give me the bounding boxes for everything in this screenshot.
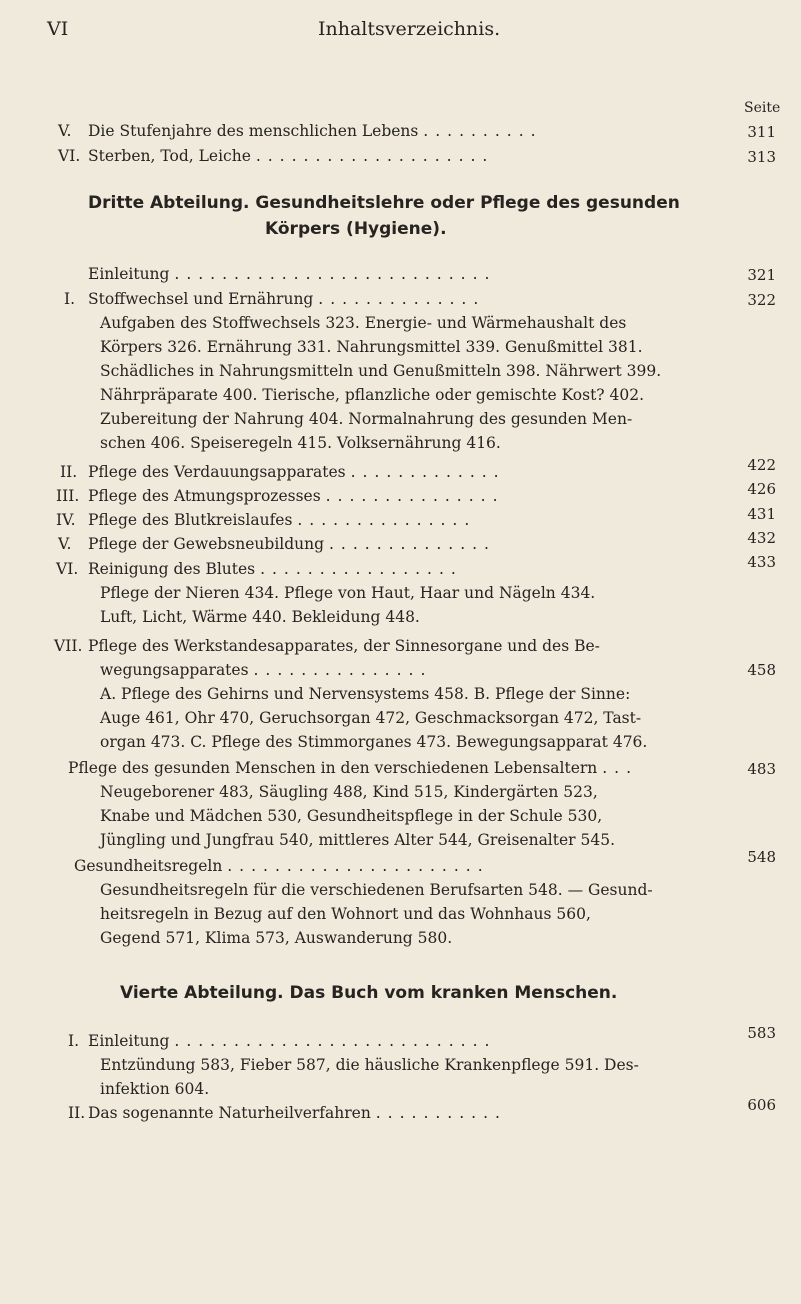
toc-entry-page: 548 [747,848,776,866]
toc-entry-page: 583 [747,1024,776,1042]
toc-entry-page: 321 [747,266,776,284]
toc-sub-line: organ 473. C. Pflege des Stimmorganes 473. Bewegungsapparat 476. [100,733,648,751]
toc-entry-num: IV. [56,511,76,529]
toc-entry-page: 322 [747,291,776,309]
toc-entry-text: Pflege des Werkstandesapparates, der Sinnesorgane und des Be- [88,637,600,655]
toc-entry-num: II. [68,1104,86,1122]
toc-entry-page: 313 [747,148,776,166]
toc-entry-text: Pflege der Gewebsneubildung .............. [88,535,496,553]
toc-sub-line: schen 406. Speiseregeln 415. Volksernährung 416. [100,434,501,452]
toc-entry-text: Stoffwechsel und Ernährung .............. [88,290,486,308]
toc-entry-text: Sterben, Tod, Leiche .................... [88,147,495,165]
toc-sub-line: Entzündung 583, Fieber 587, die häusliche Krankenpflege 591. Des- [100,1056,639,1074]
toc-sub-line: Körpers 326. Ernährung 331. Nahrungsmittel 339. Genußmittel 381. [100,338,643,356]
toc-entry-text: Pflege des Verdauungsapparates ............. [88,463,506,481]
toc-sub-line: Auge 461, Ohr 470, Geruchsorgan 472, Geschmacksorgan 472, Tast- [100,709,642,727]
toc-entry-page: 426 [747,480,776,498]
toc-sub-line: Gegend 571, Klima 573, Auswanderung 580. [100,929,453,947]
toc-sub-line: Aufgaben des Stoffwechsels 323. Energie- und Wärmehaushalt des [100,314,627,332]
toc-entry-text: Die Stufenjahre des menschlichen Lebens .......... [88,122,543,140]
toc-entry-page: 606 [747,1096,776,1114]
toc-entry-num: I. [64,290,76,308]
section-heading: Dritte Abteilung. Gesundheitslehre oder Pflege des gesunden [88,193,680,213]
toc-sub-line: Schädliches in Nahrungsmitteln und Genußmitteln 398. Nährwert 399. [100,362,662,380]
toc-entry-num: V. [58,535,72,553]
toc-entry-page: 483 [747,760,776,778]
toc-entry-text: Pflege des Atmungsprozesses ............... [88,487,505,505]
toc-sub-line: Neugeborener 483, Säugling 488, Kind 515, Kindergärten 523, [100,783,598,801]
seite-label: Seite [744,100,781,116]
page-number: VI [47,18,69,40]
section-heading: Vierte Abteilung. Das Buch vom kranken Menschen. [120,983,618,1003]
toc-entry-text: Pflege des Blutkreislaufes ............... [88,511,477,529]
toc-entry-num: I. [68,1032,80,1050]
toc-entry-text: Reinigung des Blutes ................. [88,560,463,578]
toc-entry-num: VI. [56,560,79,578]
toc-sub-line: Jüngling und Jungfrau 540, mittleres Alter 544, Greisenalter 545. [100,831,616,849]
toc-entry-page: 311 [747,123,776,141]
toc-entry-text: Pflege des gesunden Menschen in den verschiedenen Lebensaltern ... [68,759,639,777]
toc-entry-text-cont: wegungsapparates ............... [100,661,433,679]
toc-entry-num: VI. [58,147,81,165]
section-heading-line2: Körpers (Hygiene). [265,219,447,239]
toc-entry-page: 431 [747,505,776,523]
toc-entry-num: III. [56,487,80,505]
toc-entry-page: 432 [747,529,776,547]
toc-entry-text: Das sogenannte Naturheilverfahren ........... [88,1104,507,1122]
toc-sub-line: Luft, Licht, Wärme 440. Bekleidung 448. [100,608,420,626]
toc-sub-line: Nährpräparate 400. Tierische, pflanzliche oder gemischte Kost? 402. [100,386,645,404]
toc-sub-line: Zubereitung der Nahrung 404. Normalnahrung des gesunden Men- [100,410,633,428]
toc-sub-line: heitsregeln in Bezug auf den Wohnort und das Wohnhaus 560, [100,905,591,923]
toc-entry-page: 458 [747,661,776,679]
toc-sub-line: infektion 604. [100,1080,210,1098]
toc-entry-num: V. [58,122,72,140]
toc-entry-num: VII. [54,637,83,655]
toc-sub-line: A. Pflege des Gehirns und Nervensystems 458. B. Pflege der Sinne: [100,685,631,703]
toc-entry-text: Gesundheitsregeln ...................... [74,857,490,875]
toc-sub-line: Gesundheitsregeln für die verschiedenen Berufsarten 548. — Gesund- [100,881,653,899]
toc-entry-text: Einleitung ........................... [88,265,497,283]
page-title: Inhaltsverzeichnis. [318,18,501,40]
toc-entry-page: 433 [747,553,776,571]
toc-entry-text: Einleitung ........................... [88,1032,497,1050]
toc-sub-line: Knabe und Mädchen 530, Gesundheitspflege in der Schule 530, [100,807,603,825]
toc-entry-num: II. [60,463,78,481]
toc-sub-line: Pflege der Nieren 434. Pflege von Haut, Haar und Nägeln 434. [100,584,596,602]
toc-entry-page: 422 [747,456,776,474]
